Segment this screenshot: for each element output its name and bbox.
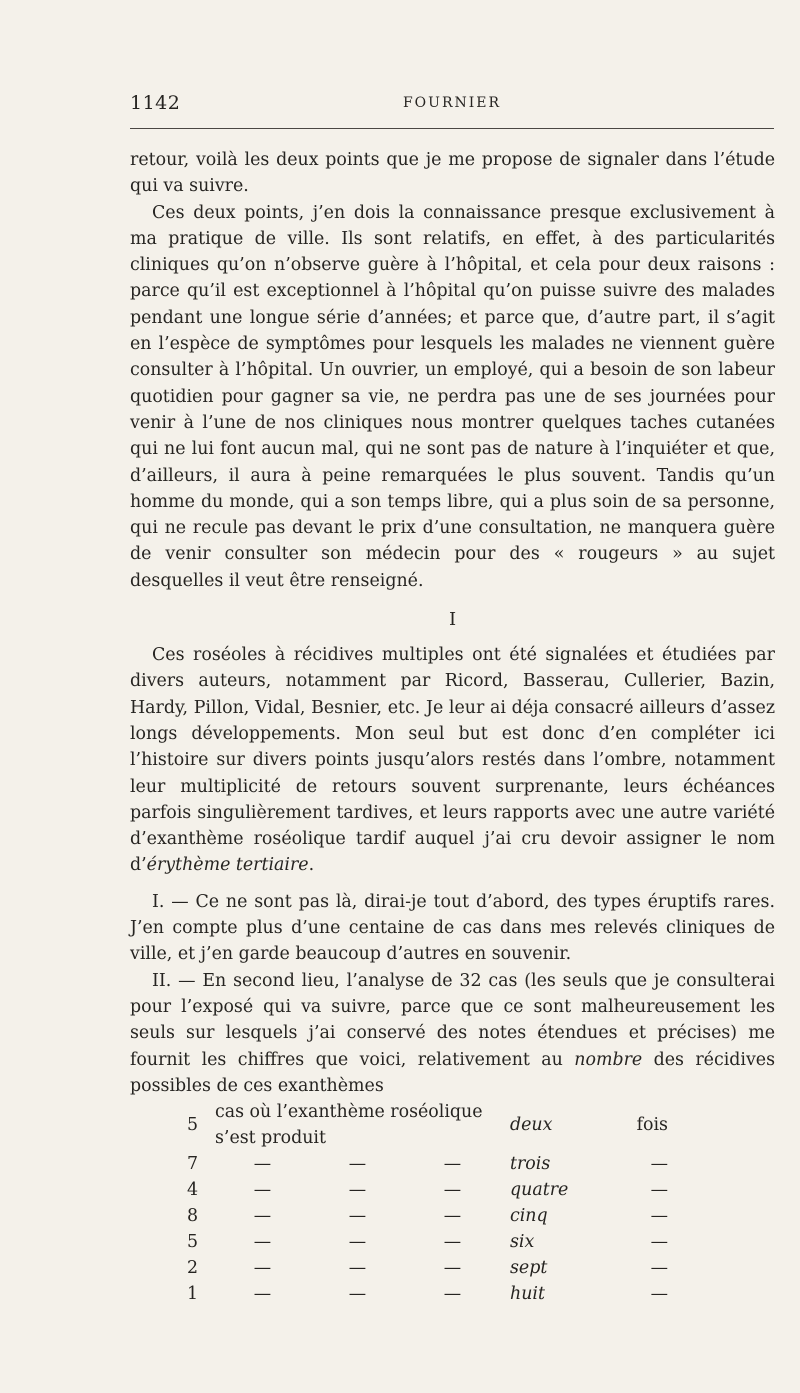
ditto-dash: — — [253, 1284, 272, 1305]
ditto-dash: — — [253, 1180, 272, 1201]
row-text: cas où l’exanthème roséolique s’est produit — [215, 1102, 483, 1149]
ditto-dash: — — [348, 1258, 367, 1279]
table-row — [187, 1177, 668, 1203]
ditto-dash: — — [253, 1258, 272, 1279]
recurrence-table — [187, 1099, 668, 1307]
paragraph: Ces deux points, j’en dois la connaissance presque exclusivement à ma pratique de ville. Ils sont relatifs, en effet, à des particularités cliniques qu’on n’observe guère à l’hôpital, et cela pour deux raisons : parce qu’il est exceptionnel à l’hôpital qu’on puisse suivre des malades pendant une longue série d’années; et parce que, d’autre part, il s’agit en l’espèce de symptômes pour lesquels les malades ne viennent guère consulter à l’hôpital. Un ouvrier, un employé, qui a besoin de son labeur quotidien pour gagner sa vie, ne perdra pas une de ses journées pour venir à l’une de nos cliniques nous montrer quelques taches cutanées qui ne lui font aucun mal, qui ne sont pas de nature à l’inquiéter et que, d’ailleurs, il aura à peine remarquées le plus souvent. Tandis qu’un homme du monde, qui a son temps libre, qui a plus soin de sa personne, qui ne recule pas devant le prix d’une consultation, ne manquera guère de venir consulter son médecin pour des « rougeurs » au sujet desquelles il veut être renseigné. — [130, 202, 775, 591]
case-count: 5 — [187, 1115, 199, 1136]
ditto-dash: — — [348, 1180, 367, 1201]
table-row — [187, 1281, 668, 1307]
paragraph-text: des récidives possibles de ces exanthèmes — [130, 1049, 776, 1096]
recurrence-count: deux — [510, 1115, 553, 1136]
ditto-dash: — — [348, 1284, 367, 1305]
ditto-dash: — — [253, 1232, 272, 1253]
italic-term: nombre — [574, 1049, 643, 1070]
case-count: 8 — [187, 1206, 199, 1227]
ditto-dash: — — [443, 1258, 462, 1279]
ditto-dash: — — [650, 1258, 668, 1279]
ditto-dash: — — [348, 1232, 367, 1253]
ditto-dash: — — [650, 1206, 668, 1227]
ditto-dash: — — [650, 1284, 668, 1305]
paragraph-continued: retour, voilà les deux points que je me propose de signaler dans l’étude qui va suivre. — [130, 150, 775, 197]
case-count: 7 — [187, 1154, 199, 1175]
paragraph-text: II. — En second lieu, l’analyse de 32 cas (les seuls que je consulterai pour l’exposé qui va suivre, parce que ce sont malheureusement les seuls sur lesquels j’ai conservé des notes étendues et précises) me fournit les chiffres que voici, relativement au — [130, 970, 775, 1070]
table-row — [187, 1229, 668, 1255]
case-count: 5 — [187, 1232, 199, 1253]
header-rule — [130, 128, 774, 129]
ditto-dash: — — [650, 1232, 668, 1253]
body-text — [130, 147, 775, 1307]
page-number: 1142 — [130, 92, 181, 114]
ditto-dash: — — [650, 1180, 668, 1201]
section-heading: I — [448, 609, 457, 631]
case-count: 4 — [187, 1180, 199, 1201]
page-header — [130, 92, 774, 118]
recurrence-count: cinq — [510, 1206, 548, 1227]
recurrence-count: trois — [510, 1154, 551, 1175]
case-count: 2 — [187, 1258, 199, 1279]
recurrence-count: sept — [510, 1258, 548, 1279]
ditto-dash: — — [443, 1206, 462, 1227]
table-row — [187, 1151, 668, 1177]
ditto-dash: — — [348, 1206, 367, 1227]
ditto-dash: — — [443, 1232, 462, 1253]
ditto-dash: — — [443, 1154, 462, 1175]
row-suffix: fois — [636, 1115, 668, 1136]
running-title: FOURNIER — [402, 95, 502, 111]
ditto-dash: — — [253, 1154, 272, 1175]
paragraph: I. — Ce ne sont pas là, dirai-je tout d’abord, des types éruptifs rares. J’en compte plus d’une centaine de cas dans mes relevés cliniques de ville, et j’en garde beaucoup d’autres en souvenir. — [130, 891, 775, 965]
table-row — [187, 1255, 668, 1281]
ditto-dash: — — [443, 1180, 462, 1201]
ditto-dash: — — [348, 1154, 367, 1175]
recurrence-count: quatre — [510, 1180, 569, 1201]
italic-term: érythème tertiaire — [146, 855, 309, 876]
paragraph — [130, 642, 775, 879]
ditto-dash: — — [443, 1284, 462, 1305]
case-count: 1 — [187, 1284, 199, 1305]
paragraph-text: Ces roséoles à récidives multiples ont été signalées et étudiées par divers auteurs, notamment par Ricord, Basserau, Cullerier, Bazin, Hardy, Pillon, Vidal, Besnier, etc. Je leur ai déja consacré ailleurs d’assez longs développements. Mon seul but est donc d’en compléter ici l’histoire sur divers points jusqu’alors restés dans l’ombre, notamment leur multiplicité de retours souvent surprenante, leurs échéances parfois singulièrement tardives, et leurs rapports avec une autre variété d’exanthème roséolique tardif auquel j’ai cru devoir assigner le nom d’ — [130, 645, 775, 876]
paragraph-text: . — [308, 855, 315, 876]
recurrence-count: six — [510, 1232, 535, 1253]
ditto-dash: — — [253, 1206, 272, 1227]
ditto-dash: — — [650, 1154, 668, 1175]
table-row — [187, 1203, 668, 1229]
recurrence-count: huit — [510, 1284, 545, 1305]
table-row — [187, 1099, 668, 1151]
paragraph — [130, 968, 775, 1099]
